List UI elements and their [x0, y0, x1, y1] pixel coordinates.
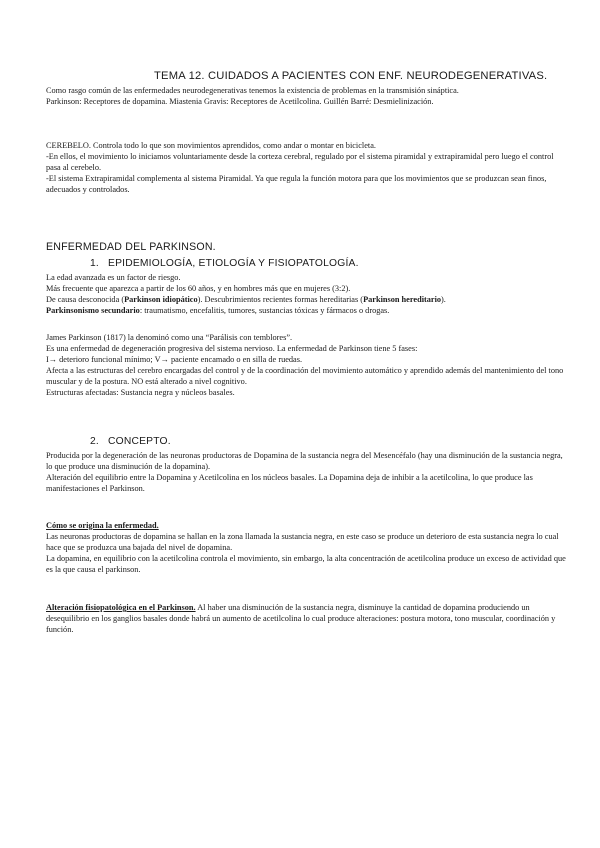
- alteration-block: [46, 603, 566, 636]
- phases-detail-line: I→ deterioro funcional mínimo; V→ paciente encamado o en silla de ruedas.: [46, 354, 303, 364]
- subsection-number: 2.: [90, 436, 99, 447]
- description-block: [46, 333, 566, 398]
- james-parkinson-line: James Parkinson (1817) la denominó como una “Parálisis con temblores”.: [46, 333, 293, 342]
- cerebelo-block: [46, 141, 566, 196]
- cerebelo-movement: -En ellos, el movimiento lo iniciamos voluntariamente desde la corteza cerebral, regulado por el sistema piramidal y extrapiramidal pero luego el control pasa al cerebelo.: [46, 151, 554, 172]
- intro-paragraph: Como rasgo común de las enfermedades neurodegenerativas tenemos la existencia de problemas en la transmisión sináptica.: [46, 86, 459, 95]
- structures-line: Estructuras afectadas: Sustancia negra y núcleos basales.: [46, 387, 235, 397]
- subsection-heading-1: [90, 258, 359, 269]
- affects-paragraph: Afecta a las estructuras del cerebro encargadas del control y de la coordinación del movimiento automático y aprendido además del mantenimiento del tono muscular y de la postura. NO está alterado a nivel cognitivo.: [46, 365, 564, 386]
- epidemiology-block: [46, 273, 566, 317]
- page-title: TEMA 12. CUIDADOS A PACIENTES CON ENF. NEURODEGENERATIVAS.: [154, 70, 548, 82]
- subsection-title: CONCEPTO.: [108, 436, 171, 447]
- alteration-heading: Alteración fisiopatológica en el Parkinson.: [46, 603, 196, 612]
- subsection-title: EPIDEMIOLOGÍA, ETIOLOGÍA Y FISIOPATOLOGÍA.: [108, 258, 359, 269]
- secondary-term: Parkinsonismo secundario: [46, 305, 140, 315]
- origin-heading: Cómo se origina la enfermedad.: [46, 521, 159, 530]
- intro-receptors-line: Parkinson: Receptores de dopamina. Miastenia Gravis: Receptores de Acetilcolina. Guillén Barré: Desmielinización.: [46, 96, 434, 106]
- hereditary-term: Parkinson hereditario: [363, 294, 442, 304]
- origin-paragraph-1: Las neuronas productoras de dopamina se hallan en la zona llamada la sustancia negra, en este caso se produce un deterioro de esta sustancia negra lo cual hace que se produzca una bajada del nivel de dopamina.: [46, 531, 559, 552]
- origin-paragraph-2: La dopamina, en equilibrio con la acetilcolina controla el movimiento, sin embargo, la alta concentración de acetilcolina produce un exceso de actividad que es la que causa el parkinson.: [46, 553, 566, 574]
- cerebelo-definition: CEREBELO. Controla todo lo que son movimientos aprendidos, como andar o montar en bicicleta.: [46, 141, 376, 150]
- origin-block: [46, 521, 566, 576]
- risk-factor-line: La edad avanzada es un factor de riesgo.: [46, 273, 181, 282]
- frequency-line: Más frecuente que aparezca a partir de los 60 años, y en hombres más que en mujeres (3:2).: [46, 283, 351, 293]
- intro-block: [46, 86, 566, 108]
- subsection-heading-2: [90, 436, 171, 447]
- concept-block: [46, 451, 566, 495]
- secondary-line: Parkinsonismo secundario: traumatismo, encefalitis, tumores, sustancias tóxicas y fármacos o drogas.: [46, 305, 390, 315]
- alteration-paragraph: Alteración fisiopatológica en el Parkinson. Al haber una disminución de la sustancia negra, disminuye la cantidad de dopamina produciendo un desequilibrio en los ganglios basales donde habrá un aumento de acetilcolina lo cual produce alteraciones: postura motora, tono muscular, coordinación y función.: [46, 603, 556, 634]
- concept-paragraph-1: Producida por la degeneración de las neuronas productoras de Dopamina de la sustancia negra del Mesencéfalo (hay una disminución de la sustancia negra, lo que produce una disminución de la dopamina).: [46, 451, 563, 471]
- concept-paragraph-2: Alteración del equilibrio entre la Dopamina y Acetilcolina en los núcleos basales. La Dopamina deja de inhibir a la acetilcolina, lo que produce las manifestaciones el Parkinson.: [46, 472, 533, 493]
- phases-line: Es una enfermedad de degeneración progresiva del sistema nervioso. La enfermedad de Parkinson tiene 5 fases:: [46, 343, 418, 353]
- idiopathic-term: Parkinson idiopático: [124, 294, 198, 304]
- section-heading-parkinson: ENFERMEDAD DEL PARKINSON.: [46, 241, 216, 253]
- subsection-number: 1.: [90, 258, 99, 269]
- cerebelo-extrapiramidal: -El sistema Extrapiramidal complementa al sistema Piramidal. Ya que regula la función motora para que los movimientos que se produzcan sean finos, adecuados y controlados.: [46, 173, 547, 194]
- cause-line: De causa desconocida (Parkinson idiopático). Descubrimientos recientes formas hereditarias (Parkinson hereditario).: [46, 294, 446, 304]
